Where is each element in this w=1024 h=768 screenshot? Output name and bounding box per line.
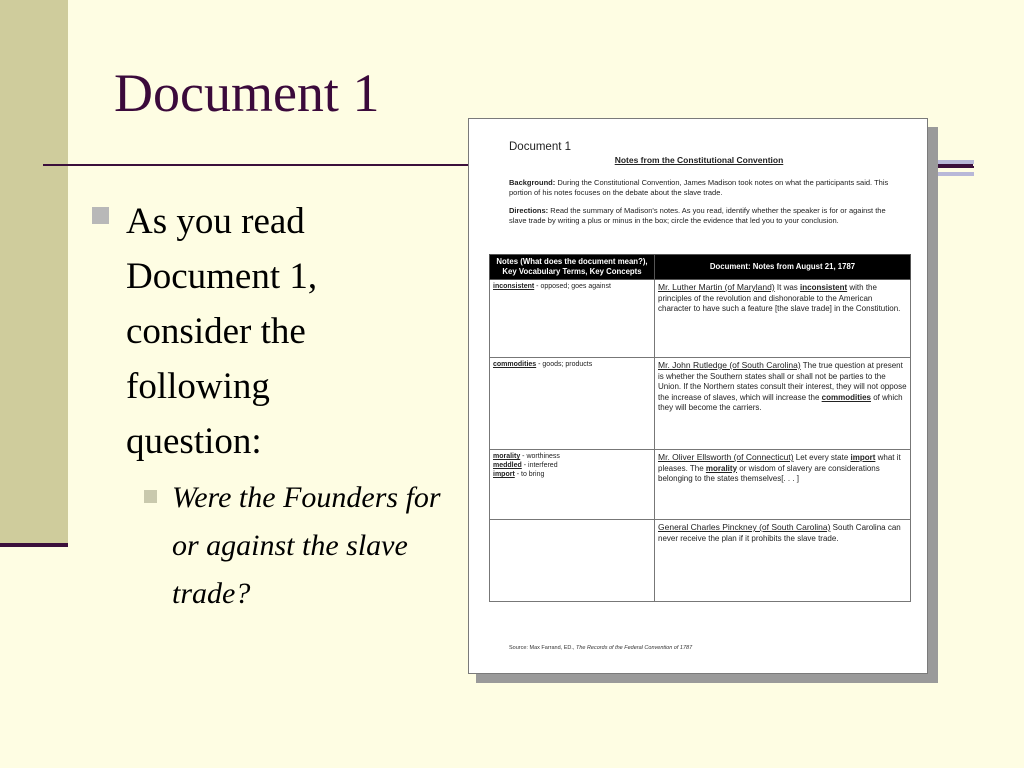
vocab-entry	[493, 360, 651, 369]
vocab-definition: - opposed; goes against	[534, 283, 611, 290]
quote-cell	[655, 520, 911, 602]
quote-text: It was	[774, 283, 801, 292]
vocab-entry	[493, 470, 651, 479]
vocab-definition: - worthiness	[520, 453, 560, 460]
header-notes: Notes (What does the document mean?), Key Vocabulary Terms, Key Concepts	[490, 255, 655, 280]
keyword: morality	[705, 463, 738, 473]
slide-title: Document 1	[114, 63, 380, 123]
table-header-row	[490, 255, 911, 280]
vocab-cell[interactable]	[490, 280, 655, 358]
quote-text: what it pleases. The	[658, 453, 901, 473]
left-decorative-band	[0, 0, 68, 545]
document-thumbnail	[468, 118, 928, 674]
vocab-term: meddled	[493, 462, 522, 469]
background-text: During the Constitutional Convention, James Madison took notes on what the participants said. This portion of his notes focuses on the debate about the slave trade.	[509, 178, 889, 197]
square-bullet-icon	[144, 490, 157, 503]
table-row	[490, 450, 911, 520]
speaker-name: Mr. John Rutledge (of South Carolina)	[658, 360, 801, 370]
quote-cell	[655, 358, 911, 450]
vocab-term: inconsistent	[493, 283, 535, 290]
background-label: Background:	[509, 178, 556, 187]
keyword: inconsistent	[800, 283, 848, 292]
header-document: Document: Notes from August 21, 1787	[655, 255, 911, 280]
vocab-cell[interactable]	[490, 358, 655, 450]
quote-text: Let every state	[793, 453, 851, 462]
vocab-entry	[493, 282, 651, 291]
quote-text: of which they will become the carriers.	[658, 392, 903, 412]
sub-bullet-text: Were the Founders for or against the slave trade?	[172, 481, 441, 610]
vocab-term: import	[493, 471, 515, 478]
sub-bullet	[144, 474, 444, 618]
vocab-cell[interactable]	[490, 520, 655, 602]
background-paragraph	[509, 178, 894, 197]
table-row	[490, 520, 911, 602]
document-source	[509, 645, 692, 651]
quote-text: or wisdom of slavery are considerations belonging to the states themselves[. . . ]	[658, 463, 880, 483]
document-heading: Document 1	[509, 141, 572, 153]
vocab-entry	[493, 452, 651, 461]
quote-cell	[655, 280, 911, 358]
document-subtitle: Notes from the Constitutional Convention	[614, 155, 784, 165]
table-row	[490, 358, 911, 450]
vocab-entry	[493, 461, 651, 470]
left-rule	[0, 543, 68, 547]
vocab-definition: - goods; products	[536, 361, 593, 368]
directions-label: Directions:	[509, 206, 549, 215]
vocab-cell[interactable]	[490, 450, 655, 520]
quote-text: with the principles of the revolution and dishonorable to the American character to have such a feature [the slave trade] in the Constitution.	[658, 283, 901, 313]
quote-text: South Carolina can never receive the plan if it prohibits the slave trade.	[658, 523, 901, 543]
vocab-definition: - to bring	[514, 471, 545, 478]
quote-cell	[655, 450, 911, 520]
source-title: The Records of the Federal Convention of 1787	[575, 645, 693, 651]
quote-text: The true question at present is whether the Southern states shall or shall not be parties to the Union. If the Northern states consult their interest, they will not oppose the increase of slaves, which will increase the	[658, 361, 907, 402]
directions-paragraph	[509, 206, 894, 225]
vocab-term: commodities	[493, 361, 537, 368]
square-bullet-icon	[92, 207, 109, 224]
speaker-name: General Charles Pinckney (of South Carolina)	[658, 522, 831, 532]
source-prefix: Source: Max Farrand, ED.,	[509, 645, 576, 651]
keyword: commodities	[821, 392, 871, 402]
main-bullet-text: As you read Document 1, consider the following question:	[126, 201, 318, 462]
vocab-term: morality	[493, 453, 521, 460]
table-row	[490, 280, 911, 358]
notes-table	[489, 254, 911, 602]
speaker-name: Mr. Oliver Ellsworth (of Connecticut)	[658, 452, 794, 462]
vocab-definition: - interfered	[521, 462, 558, 469]
keyword: import	[850, 453, 876, 462]
speaker-name: Mr. Luther Martin (of Maryland)	[658, 282, 775, 292]
main-bullet	[92, 194, 392, 469]
directions-text: Read the summary of Madison's notes. As you read, identify whether the speaker is for or against the slave trade by writing a plus or minus in the box; circle the evidence that led you to your conclusion.	[509, 206, 886, 225]
